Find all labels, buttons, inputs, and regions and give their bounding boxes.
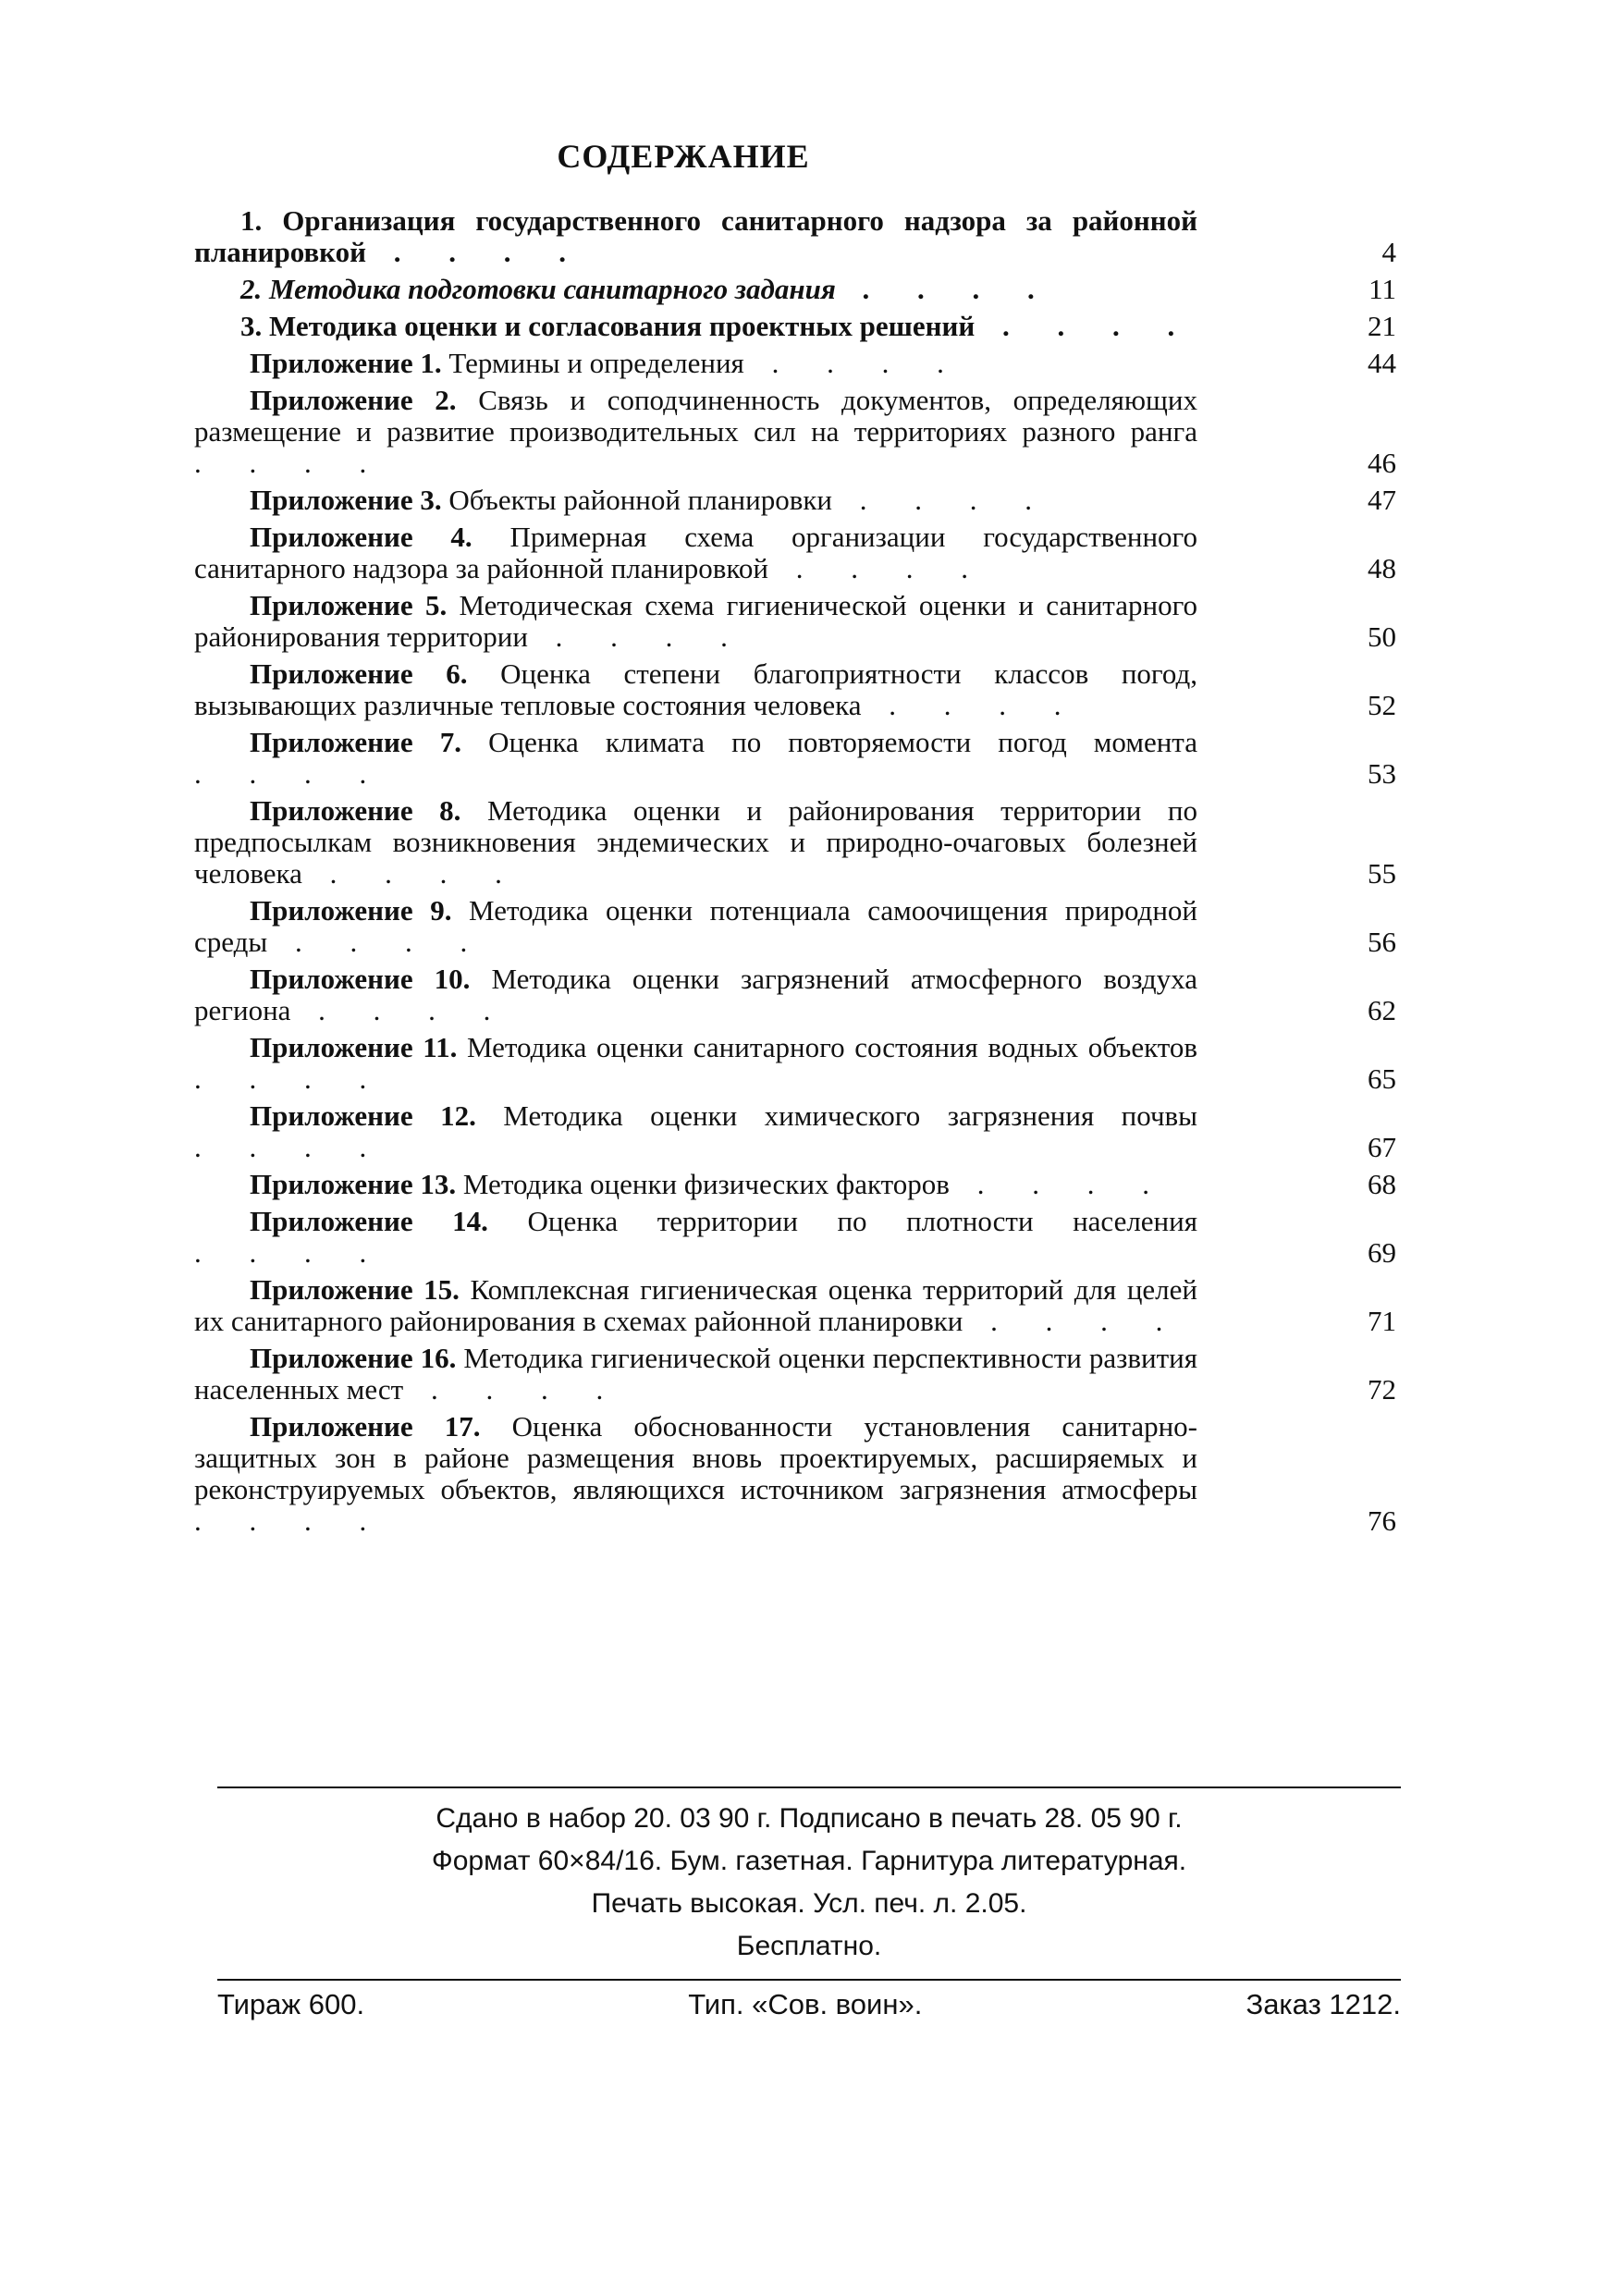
toc-page-number: 4 bbox=[1381, 236, 1396, 268]
dot-leaders: . . . . bbox=[767, 552, 988, 584]
toc-entry-lead: Приложение 1. bbox=[250, 347, 442, 379]
dot-leaders: . . . . bbox=[194, 1131, 387, 1163]
toc-entry bbox=[194, 895, 1396, 958]
toc-entry-title: Методика подготовки санитарного задания bbox=[269, 273, 836, 305]
toc-entry-text bbox=[194, 795, 1197, 890]
toc-entry bbox=[194, 274, 1396, 305]
toc-entry-text bbox=[194, 895, 1197, 958]
toc-page-number: 48 bbox=[1368, 552, 1396, 584]
toc-page-number: 68 bbox=[1368, 1168, 1396, 1200]
toc-page-number: 65 bbox=[1368, 1062, 1396, 1095]
toc-entry-text bbox=[194, 522, 1197, 584]
dot-leaders: . . . . bbox=[963, 1305, 1184, 1337]
toc-entry bbox=[194, 1274, 1396, 1337]
toc-entry-title: Методика оценки химического загрязнения почвы bbox=[503, 1099, 1197, 1132]
dot-leaders: . . . . bbox=[267, 926, 488, 958]
toc-entry-title: Методика оценки потенциала самоочищения природной среды bbox=[194, 894, 1197, 958]
toc-entry bbox=[194, 1206, 1396, 1269]
toc-page-number: 21 bbox=[1368, 310, 1396, 342]
toc-entry-title: Методика оценки и районирования территории по предпосылкам возникновения эндемических и природно-очаговых болезней человека bbox=[194, 794, 1197, 890]
dot-leaders: . . . . bbox=[194, 447, 387, 479]
dot-leaders: . . . . bbox=[194, 757, 387, 790]
toc-entry bbox=[194, 1411, 1396, 1537]
dot-leaders: . . . . bbox=[194, 1236, 387, 1269]
toc-entry bbox=[194, 385, 1396, 479]
toc-entry-lead: Приложение 15. bbox=[250, 1273, 460, 1306]
toc-entry bbox=[194, 658, 1396, 721]
toc-page-number: 44 bbox=[1368, 347, 1396, 379]
toc-page-number: 62 bbox=[1368, 994, 1396, 1026]
dot-leaders: . . . . bbox=[832, 484, 1053, 516]
toc-entry-lead: 1. bbox=[240, 204, 263, 237]
toc-entry-lead: Приложение 13. bbox=[250, 1168, 457, 1200]
toc-entry bbox=[194, 964, 1396, 1026]
toc-entry bbox=[194, 1169, 1396, 1200]
toc-page-number: 53 bbox=[1368, 757, 1396, 790]
toc-page-number: 67 bbox=[1368, 1131, 1396, 1163]
imprint-footer bbox=[217, 1979, 1401, 2021]
toc-page-number: 46 bbox=[1368, 447, 1396, 479]
toc-entry-text bbox=[194, 1100, 1197, 1163]
toc-page-number: 71 bbox=[1368, 1305, 1396, 1337]
toc-entry-lead: Приложение 10. bbox=[250, 963, 471, 995]
toc-entry-title: Методика оценки физических факторов bbox=[462, 1168, 950, 1200]
dot-leaders: . . . . bbox=[527, 620, 748, 653]
toc-entry-lead: Приложение 6. bbox=[250, 657, 468, 690]
toc-entry bbox=[194, 1100, 1396, 1163]
toc-page-number: 50 bbox=[1368, 620, 1396, 653]
toc-entry-title: Термины и определения bbox=[448, 347, 744, 379]
toc-entry-lead: Приложение 11. bbox=[250, 1031, 458, 1063]
toc-entry bbox=[194, 348, 1396, 379]
dot-leaders: . . . . bbox=[194, 1504, 387, 1537]
dot-leaders: . . . . bbox=[743, 347, 964, 379]
toc-page-number: 76 bbox=[1368, 1504, 1396, 1537]
toc-entry-text bbox=[194, 205, 1197, 268]
dot-leaders: . . . . bbox=[835, 273, 1056, 305]
dot-leaders: . . . . bbox=[366, 236, 586, 268]
imprint-line-price: Бесплатно. bbox=[736, 1931, 882, 1961]
toc-page-number: 69 bbox=[1368, 1236, 1396, 1269]
toc-entry bbox=[194, 590, 1396, 653]
toc-entry-text bbox=[194, 1274, 1197, 1337]
toc-entry-title: Методика оценки санитарного состояния водных объектов bbox=[467, 1031, 1198, 1063]
toc-page-number: 52 bbox=[1368, 689, 1396, 721]
toc-entry-title: Объекты районной планировки bbox=[448, 484, 833, 516]
imprint-line-dates: Сдано в набор 20. 03 90 г. Подписано в печать 28. 05 90 г. bbox=[436, 1803, 1183, 1834]
toc-entry bbox=[194, 205, 1396, 268]
toc-entry bbox=[194, 1032, 1396, 1095]
table-of-contents bbox=[194, 205, 1396, 1537]
toc-page-number: 11 bbox=[1368, 273, 1396, 305]
toc-entry bbox=[194, 311, 1396, 342]
toc-entry-lead: 2. bbox=[240, 273, 263, 305]
toc-page-number: 56 bbox=[1368, 926, 1396, 958]
toc-entry-text bbox=[194, 311, 1197, 342]
toc-entry-lead: Приложение 5. bbox=[250, 589, 448, 621]
imprint-line-print: Печать высокая. Усл. печ. л. 2.05. bbox=[591, 1888, 1027, 1919]
toc-entry-lead: Приложение 4. bbox=[250, 521, 472, 553]
printer-name: Тип. «Сов. воин». bbox=[688, 1988, 923, 2020]
toc-entry-text bbox=[194, 348, 1197, 379]
toc-entry-lead: Приложение 3. bbox=[250, 484, 442, 516]
toc-entry-text bbox=[194, 1169, 1197, 1200]
page-title: СОДЕРЖАНИЕ bbox=[557, 138, 810, 175]
dot-leaders: . . . . bbox=[949, 1168, 1170, 1200]
toc-entry-lead: Приложение 12. bbox=[250, 1099, 476, 1132]
toc-entry-text bbox=[194, 1411, 1197, 1537]
toc-entry-title: Примерная схема организации государственного санитарного надзора за районной планировкой bbox=[194, 521, 1197, 584]
dot-leaders: . . . . bbox=[975, 310, 1196, 342]
toc-entry-title: Организация государственного санитарного надзора за районной планировкой bbox=[194, 204, 1198, 268]
toc-entry bbox=[194, 485, 1396, 516]
toc-entry-text bbox=[194, 964, 1197, 1026]
toc-entry-text bbox=[194, 1032, 1197, 1095]
dot-leaders: . . . . bbox=[301, 857, 522, 890]
toc-page-number: 55 bbox=[1368, 857, 1396, 890]
toc-entry-title: Связь и соподчиненность документов, определяющих размещение и развитие производительных сил на территориях разного ранга bbox=[194, 384, 1197, 448]
print-run: Тираж 600. bbox=[217, 1988, 365, 2020]
toc-entry-lead: Приложение 16. bbox=[250, 1342, 457, 1374]
toc-entry-title: Оценка обоснованности установления санитарно-защитных зон в районе размещения вновь проектируемых, расширяемых и реконструируемых объектов, являющихся источником загрязнения атмосферы bbox=[194, 1410, 1197, 1505]
toc-entry-lead: Приложение 2. bbox=[250, 384, 457, 416]
toc-entry bbox=[194, 522, 1396, 584]
toc-entry-title: Оценка территории по плотности населения bbox=[527, 1205, 1197, 1237]
toc-entry-title: Методическая схема гигиенической оценки и санитарного районирования территории bbox=[194, 589, 1198, 653]
toc-entry-title: Методика оценки загрязнений атмосферного воздуха региона bbox=[194, 963, 1197, 1026]
dot-leaders: . . . . bbox=[290, 994, 511, 1026]
toc-page-number: 72 bbox=[1368, 1373, 1396, 1406]
toc-entry-lead: Приложение 7. bbox=[250, 726, 461, 758]
toc-entry-title: Оценка степени благоприятности классов погод, вызывающих различные тепловые состояния человека bbox=[194, 657, 1197, 721]
order-number: Заказ 1212. bbox=[1246, 1988, 1401, 2020]
toc-entry-title: Комплексная гигиеническая оценка территорий для целей их санитарного районирования в схемах районной планировки bbox=[194, 1273, 1197, 1337]
toc-entry-text bbox=[194, 1206, 1197, 1269]
toc-entry-title: Оценка климата по повторяемости погод момента bbox=[488, 726, 1197, 758]
toc-entry-title: Методика оценки и согласования проектных решений bbox=[269, 310, 976, 342]
toc-entry-lead: 3. bbox=[240, 310, 263, 342]
toc-entry bbox=[194, 727, 1396, 790]
toc-entry-text bbox=[194, 485, 1197, 516]
toc-entry-title: Методика гигиенической оценки перспективности развития населенных мест bbox=[194, 1342, 1197, 1406]
toc-entry-text bbox=[194, 385, 1197, 479]
toc-entry-text bbox=[194, 658, 1197, 721]
toc-entry-text bbox=[194, 590, 1197, 653]
toc-page-number: 47 bbox=[1368, 484, 1396, 516]
toc-entry bbox=[194, 795, 1396, 890]
toc-entry-lead: Приложение 9. bbox=[250, 894, 452, 927]
toc-entry bbox=[194, 1343, 1396, 1406]
toc-entry-text bbox=[194, 727, 1197, 790]
dot-leaders: . . . . bbox=[403, 1373, 624, 1406]
toc-entry-text bbox=[194, 1343, 1197, 1406]
imprint-block bbox=[217, 1786, 1401, 2021]
toc-entry-lead: Приложение 14. bbox=[250, 1205, 488, 1237]
imprint-line-format: Формат 60×84/16. Бум. газетная. Гарнитура литературная. bbox=[431, 1846, 1187, 1876]
toc-entry-lead: Приложение 8. bbox=[250, 794, 461, 827]
dot-leaders: . . . . bbox=[194, 1062, 387, 1095]
toc-entry-lead: Приложение 17. bbox=[250, 1410, 481, 1443]
toc-entry-text bbox=[194, 274, 1197, 305]
dot-leaders: . . . . bbox=[861, 689, 1082, 721]
